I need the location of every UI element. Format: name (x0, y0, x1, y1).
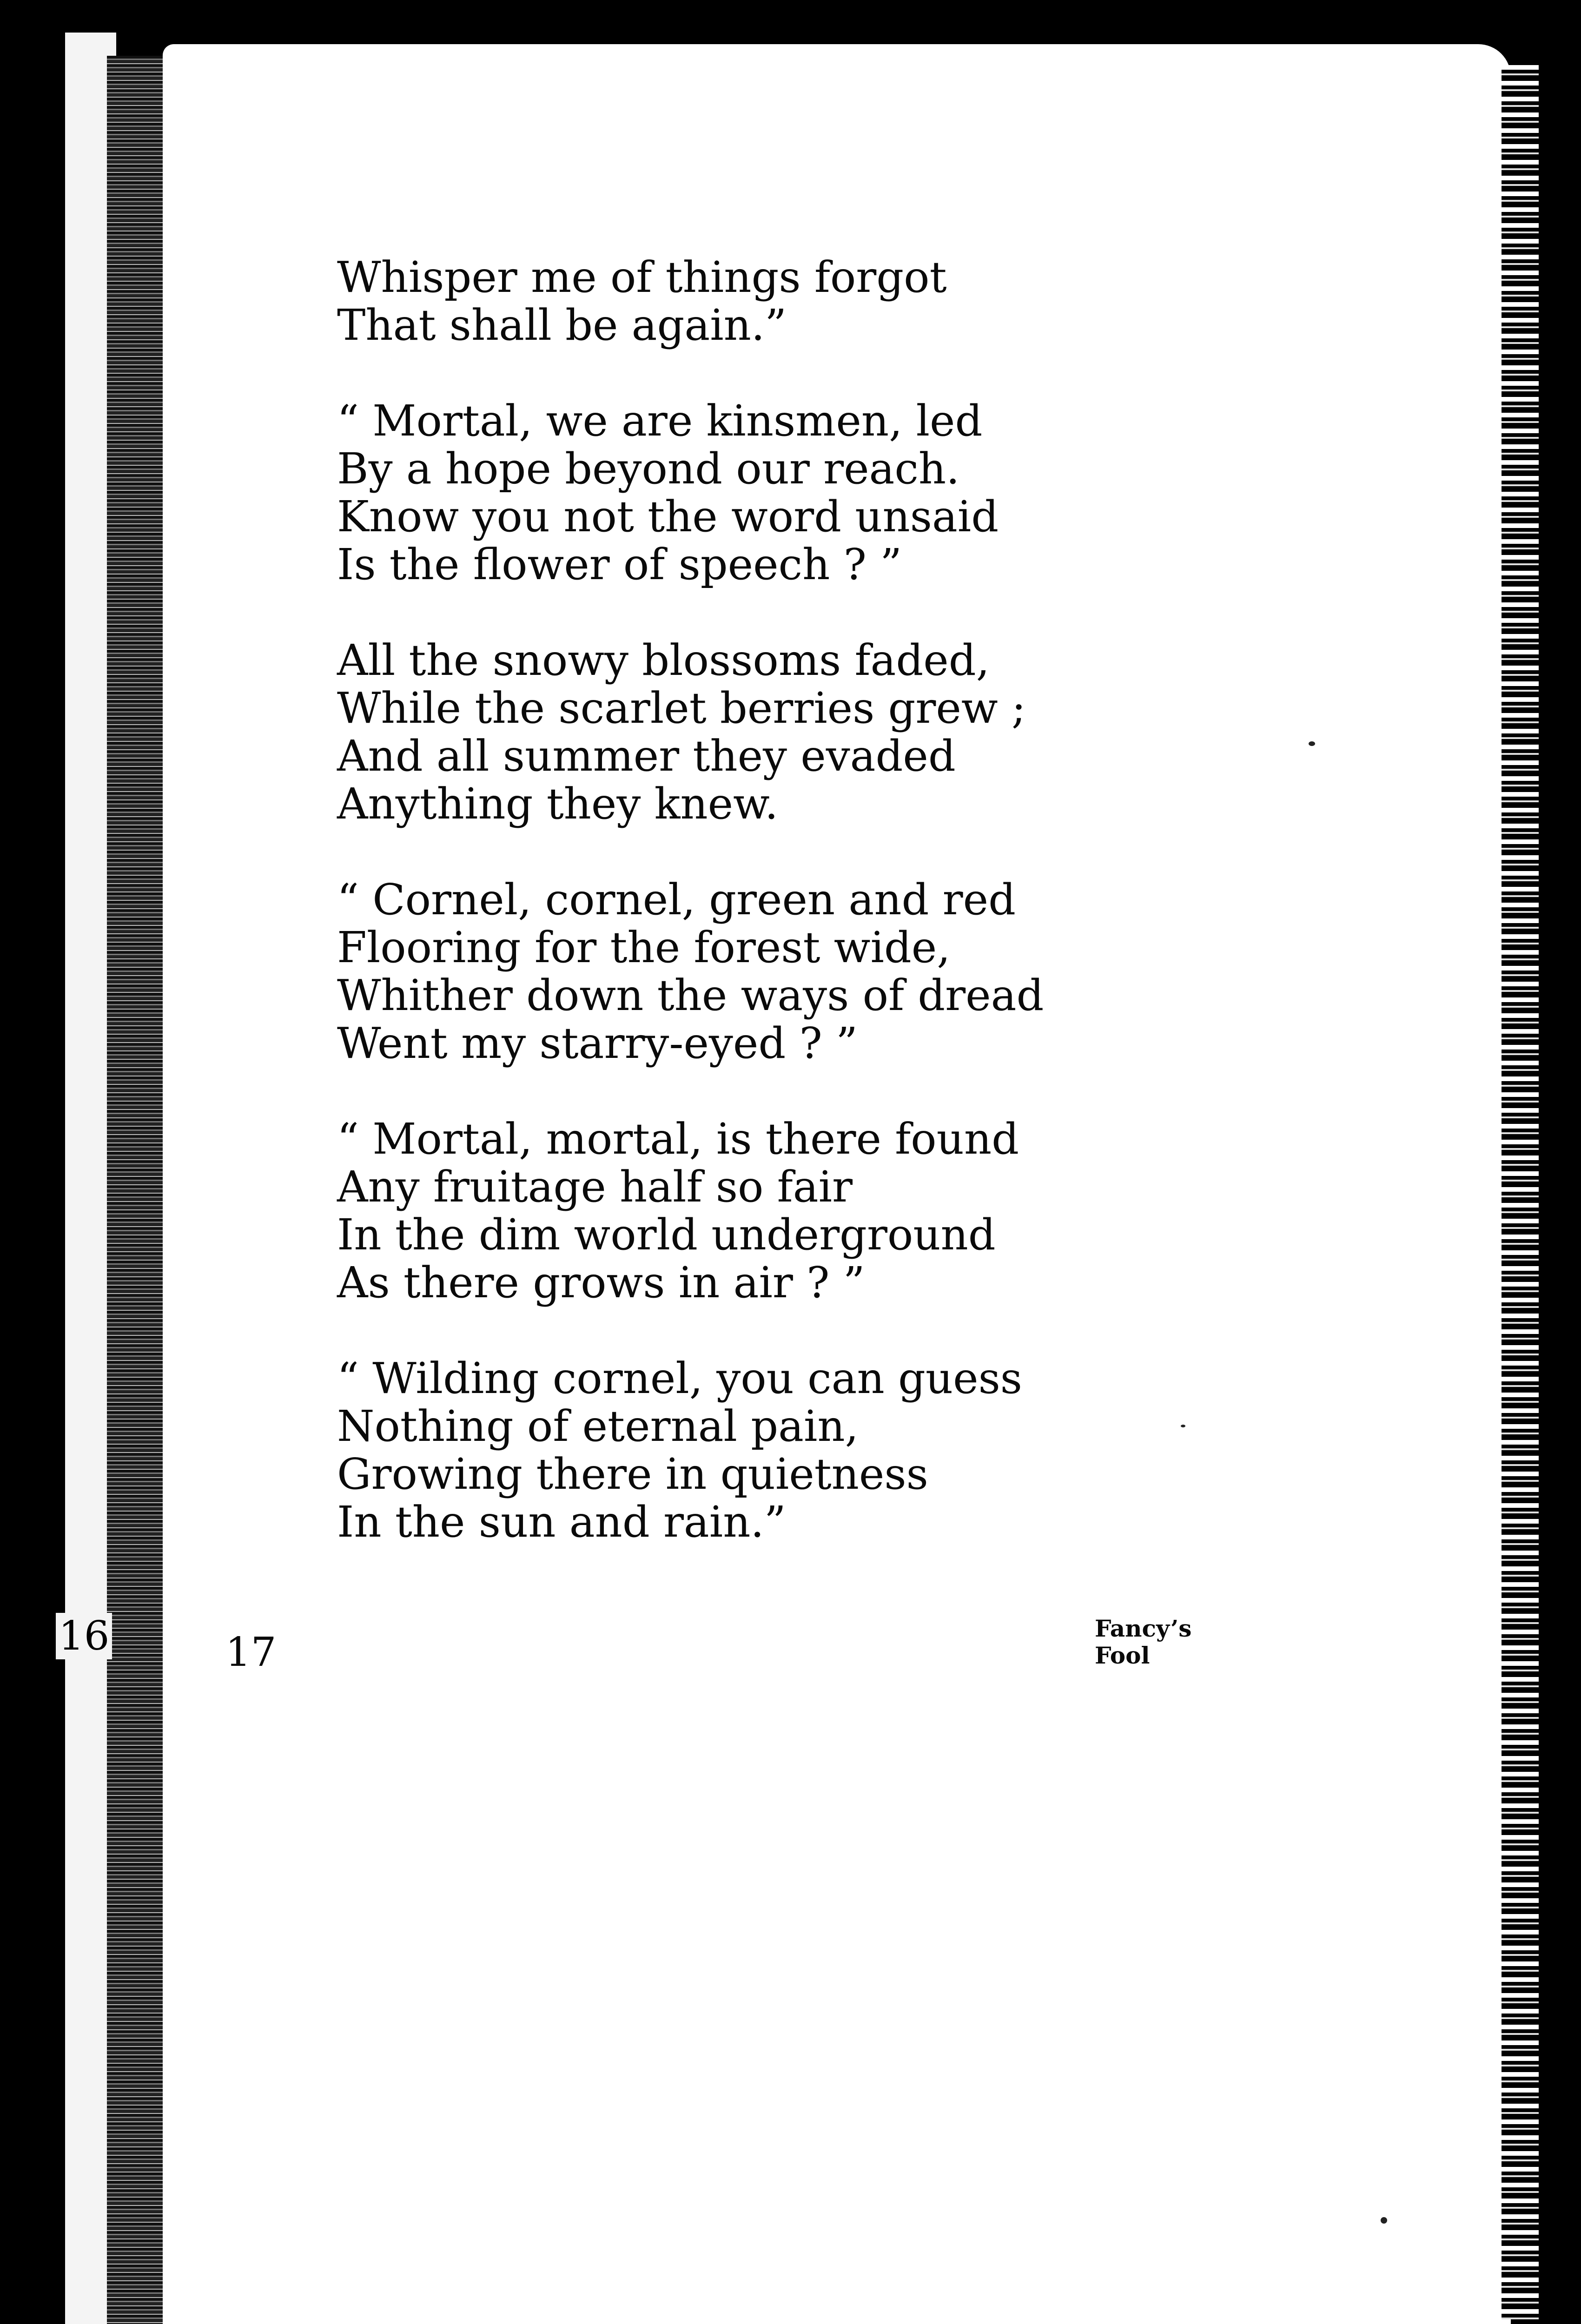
poem-line: “ Mortal, we are kinsmen, led (337, 396, 983, 446)
stanza (337, 253, 1360, 349)
poem-line: Nothing of eternal pain, (337, 1401, 859, 1451)
stanza (337, 636, 1360, 828)
poem-line: In the dim world underground (337, 1210, 996, 1260)
stanza (337, 876, 1360, 1067)
page-edge-right (1502, 65, 1539, 2319)
poem-line: By a hope beyond our reach. (337, 444, 960, 494)
stanza (337, 1115, 1360, 1307)
poem-line: As there grows in air ? ” (337, 1258, 865, 1307)
running-head (1095, 1615, 1191, 1669)
poem-line: In the sun and rain.” (337, 1497, 786, 1547)
ink-speck (1309, 741, 1315, 746)
poem-line: Is the flower of speech ? ” (337, 540, 902, 589)
running-head-line: Fool (1095, 1642, 1150, 1669)
running-head-line: Fancy’s (1095, 1615, 1192, 1642)
poem-line: Whither down the ways of dread (337, 971, 1044, 1020)
stanza (337, 1354, 1360, 1546)
stanza (337, 397, 1360, 588)
poem-line: “ Cornel, cornel, green and red (337, 875, 1016, 924)
poem-line: Went my starry-eyed ? ” (337, 1018, 858, 1068)
page-edge-shadow (107, 56, 163, 2324)
poem-line: That shall be again.” (337, 300, 787, 350)
ink-speck (1381, 2217, 1387, 2224)
page-number-left: 16 (56, 1613, 112, 1659)
poem-line: “ Mortal, mortal, is there found (337, 1114, 1019, 1164)
poem-line: Anything they knew. (337, 779, 779, 829)
poem-line: Any fruitage half so fair (337, 1162, 853, 1212)
ink-speck (1181, 1425, 1185, 1427)
page-number-right: 17 (225, 1629, 277, 1676)
poem-line: Flooring for the forest wide, (337, 923, 951, 972)
poem-line: All the snowy blossoms faded, (337, 635, 990, 685)
poem-text (337, 253, 1360, 1546)
poem-line: Know you not the word unsaid (337, 492, 999, 541)
poem-line: Whisper me of things forgot (337, 252, 947, 302)
poem-line: Growing there in quietness (337, 1449, 928, 1499)
poem-line: And all summer they evaded (337, 731, 956, 781)
poem-line: While the scarlet berries grew ; (337, 683, 1026, 733)
poem-line: “ Wilding cornel, you can guess (337, 1353, 1023, 1403)
